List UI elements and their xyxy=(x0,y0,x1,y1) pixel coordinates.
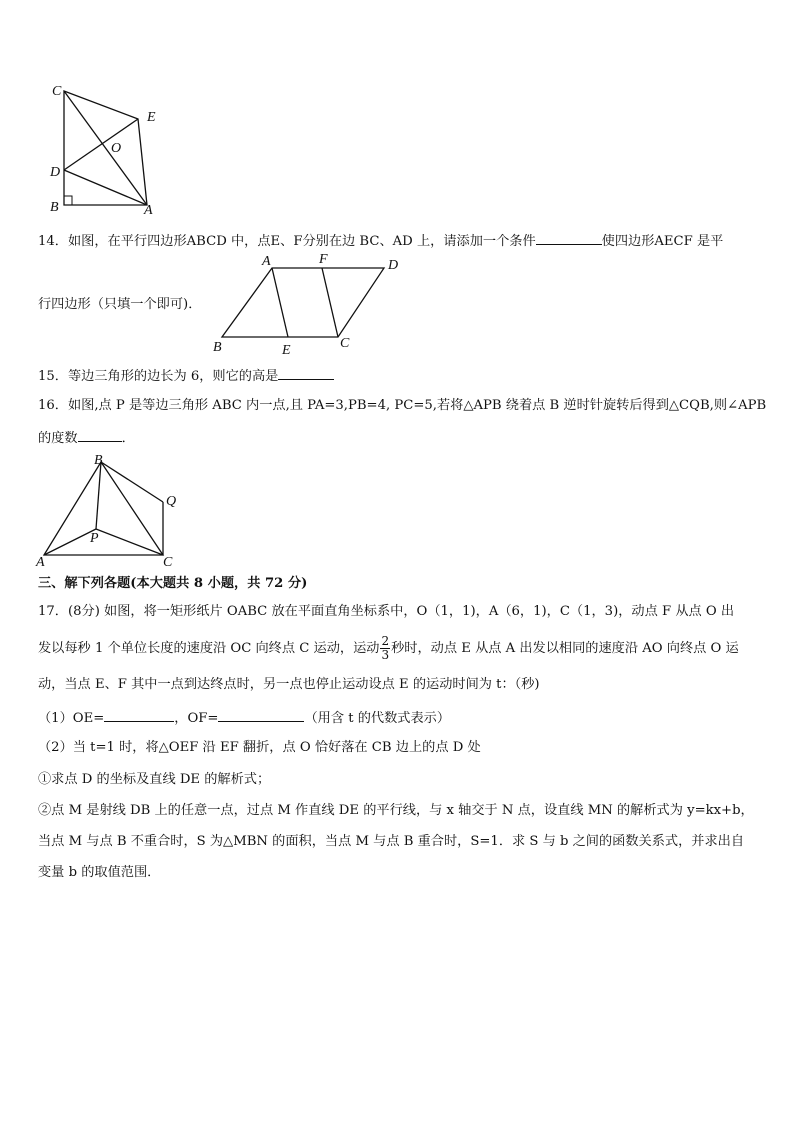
q17-part2: （2）当 t=1 时，将△OEF 沿 EF 翻折，点 O 恰好落在 CB 边上的点 D 处 xyxy=(38,740,481,755)
fraction-denominator: 3 xyxy=(381,648,390,662)
fig16-label-p: P xyxy=(90,531,99,546)
fig14-label-c: C xyxy=(340,336,350,351)
fig14-label-b: B xyxy=(213,340,222,355)
q17-sub2-line2: 当点 M 与点 B 不重合时，S 为△MBN 的面积，当点 M 与点 B 重合时，S=1．求 S 与 b 之间的函数关系式，并求出自 xyxy=(38,834,745,849)
fig13-label-a: A xyxy=(144,203,153,218)
fig14-label-f: F xyxy=(319,252,328,267)
q17-part1 xyxy=(38,707,450,728)
fig14-label-d: D xyxy=(388,258,399,273)
q17-sub2-line1: ②点 M 是射线 DB 上的任意一点，过点 M 作直线 DE 的平行线，与 x 轴交于 N 点，设直线 MN 的解析式为 y=kx+b， xyxy=(38,803,754,818)
fig16-label-a: A xyxy=(36,555,45,570)
fig14-label-a: A xyxy=(262,254,271,269)
q14-answer-blank[interactable] xyxy=(536,230,602,245)
q17-fraction xyxy=(380,635,390,662)
q14-text-b: 使四边形AECF 是平 xyxy=(601,234,724,249)
q16-line1: 16．如图,点 P 是等边三角形 ABC 内一点,且 PA=3,PB=4, PC=5,若将△APB 绕着点 B 逆时针旋转后得到△CQB,则∠APB xyxy=(38,398,767,413)
fig14-label-e: E xyxy=(282,343,291,356)
q17-line2 xyxy=(38,634,739,664)
figure-q13 xyxy=(40,78,180,218)
q16-line2 xyxy=(38,427,135,448)
q17-line2-b: 秒时，动点 E 从点 A 出发以相同的速度沿 AO 向终点 O 运 xyxy=(391,641,739,656)
fig13-label-d: D xyxy=(50,165,61,180)
q15-answer-blank[interactable] xyxy=(278,365,334,380)
q14-line1 xyxy=(38,230,723,251)
q14-text-a: 14．如图，在平行四边形ABCD 中，点E、F分别在边 BC、AD 上，请添加一个条件 xyxy=(38,234,536,249)
q17-oe-blank[interactable] xyxy=(104,707,174,722)
q17-line2-a: 发以每秒 1 个单位长度的速度沿 OC 向终点 C 运动，运动 xyxy=(38,641,380,656)
fig13-label-c: C xyxy=(52,84,62,99)
q16-answer-blank[interactable] xyxy=(78,427,122,442)
q15 xyxy=(38,365,334,386)
fig13-label-o: O xyxy=(111,141,122,156)
q17-line3: 动，当点 E、F 其中一点到达终点时，另一点也停止运动设点 E 的运动时间为 t：（秒) xyxy=(38,677,540,692)
fig16-label-b: B xyxy=(94,453,103,468)
figure-q16 xyxy=(30,452,190,572)
q16-text-end: ． xyxy=(121,431,135,446)
q17-line1: 17．(8分) 如图，将一矩形纸片 OABC 放在平面直角坐标系中，O（1，1)，A（6，1)，C（1，3)，动点 F 从点 O 出 xyxy=(38,604,735,619)
q17-part1-a: （1）OE= xyxy=(38,711,105,726)
q16-text: 的度数 xyxy=(38,431,78,446)
fig13-label-e: E xyxy=(147,110,156,125)
section-3-title: 三、解下列各题(本大题共 8 小题，共 72 分) xyxy=(38,576,308,591)
q17-part1-b: ，OF= xyxy=(174,711,219,726)
q15-text: 15．等边三角形的边长为 6，则它的高是 xyxy=(38,369,279,384)
fig16-label-c: C xyxy=(163,555,173,570)
q14-line2: 行四边形（只填一个即可)． xyxy=(38,297,202,312)
fig16-label-q: Q xyxy=(166,494,177,509)
fig13-label-b: B xyxy=(50,200,59,215)
q17-of-blank[interactable] xyxy=(218,707,304,722)
q17-sub2-line3: 变量 b 的取值范围． xyxy=(38,865,161,880)
q17-part1-c: （用含 t 的代数式表示） xyxy=(304,711,451,726)
fraction-numerator: 2 xyxy=(381,634,390,648)
q17-sub1: ①求点 D 的坐标及直线 DE 的解析式； xyxy=(38,772,271,787)
figure-q14 xyxy=(210,251,410,356)
